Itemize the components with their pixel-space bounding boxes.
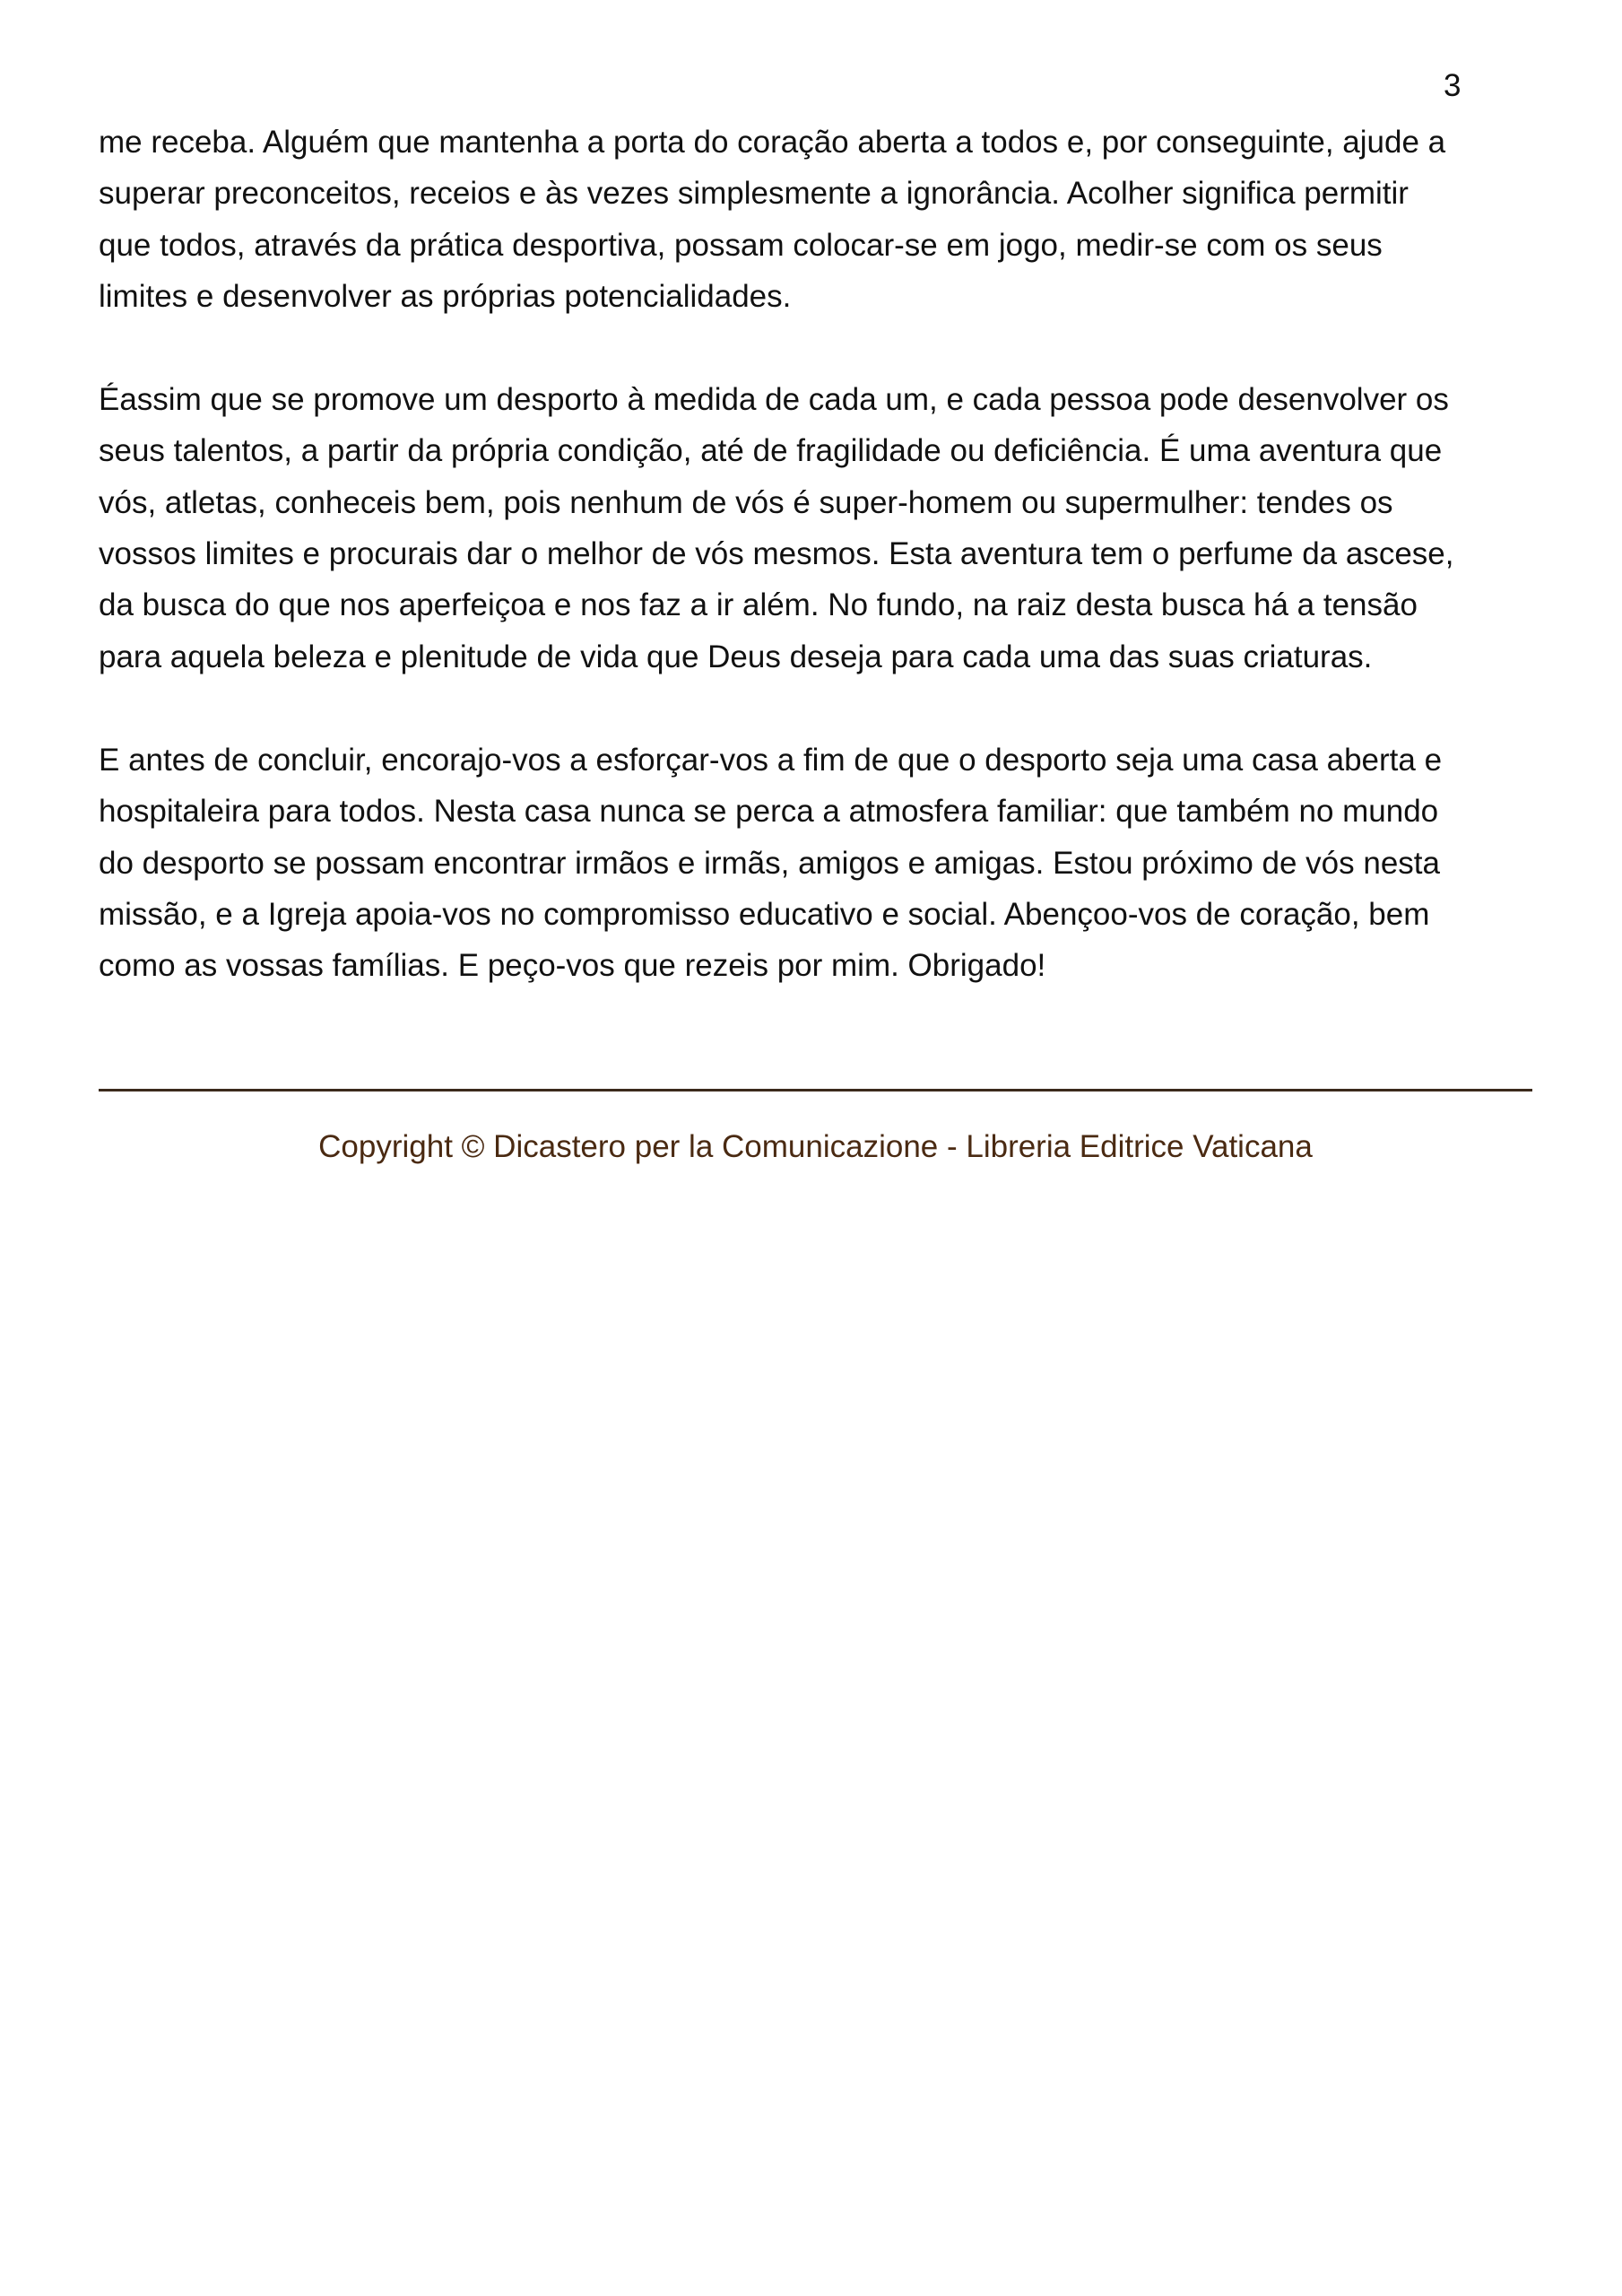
paragraph-line: hospitaleira para todos. Nesta casa nunca se perca a atmosfera familiar: que também no mundo bbox=[99, 794, 1439, 830]
paragraph-line: do desporto se possam encontrar irmãos e irmãs, amigos e amigas. Estou próximo de vós nesta bbox=[99, 845, 1440, 881]
paragraph-1 bbox=[99, 117, 1533, 322]
paragraph-line: seus talentos, a partir da própria condição, até de fragilidade ou deficiência. É uma aventura que bbox=[99, 433, 1443, 469]
paragraph-3 bbox=[99, 735, 1533, 991]
copyright-notice: Copyright © Dicastero per la Comunicazione - Libreria Editrice Vaticana bbox=[318, 1129, 1313, 1164]
paragraph-line: superar preconceitos, receios e às vezes simplesmente a ignorância. Acolher significa permitir bbox=[99, 176, 1409, 212]
page-number: 3 bbox=[1444, 68, 1462, 103]
paragraph-line: da busca do que nos aperfeiçoa e nos faz a ir além. No fundo, na raiz desta busca há a tensão bbox=[99, 587, 1418, 623]
paragraph-line: Éassim que se promove um desporto à medida de cada um, e cada pessoa pode desenvolver os bbox=[99, 382, 1449, 418]
paragraph-line: vós, atletas, conheceis bem, pois nenhum de vós é super-homem ou supermulher: tendes os bbox=[99, 484, 1393, 520]
footer-divider bbox=[99, 1089, 1532, 1091]
body-text bbox=[99, 117, 1533, 1043]
paragraph-line: para aquela beleza e plenitude de vida que Deus deseja para cada uma das suas criaturas. bbox=[99, 639, 1373, 674]
paragraph-2 bbox=[99, 374, 1533, 683]
paragraph-line: me receba. Alguém que mantenha a porta do coração aberta a todos e, por conseguinte, ajude a bbox=[99, 125, 1446, 160]
paragraph-line: limites e desenvolver as próprias potencialidades. bbox=[99, 278, 792, 314]
paragraph-line: missão, e a Igreja apoia-vos no compromisso educativo e social. Abençoo-vos de coração, bem bbox=[99, 896, 1430, 932]
paragraph-line: vossos limites e procurais dar o melhor de vós mesmos. Esta aventura tem o perfume da ascese, bbox=[99, 536, 1454, 572]
paragraph-line: como as vossas famílias. E peço-vos que rezeis por mim. Obrigado! bbox=[99, 948, 1046, 984]
paragraph-line: que todos, através da prática desportiva, possam colocar-se em jogo, medir-se com os seus bbox=[99, 227, 1383, 263]
paragraph-line: E antes de concluir, encorajo-vos a esforçar-vos a fim de que o desporto seja uma casa aberta e bbox=[99, 742, 1443, 778]
